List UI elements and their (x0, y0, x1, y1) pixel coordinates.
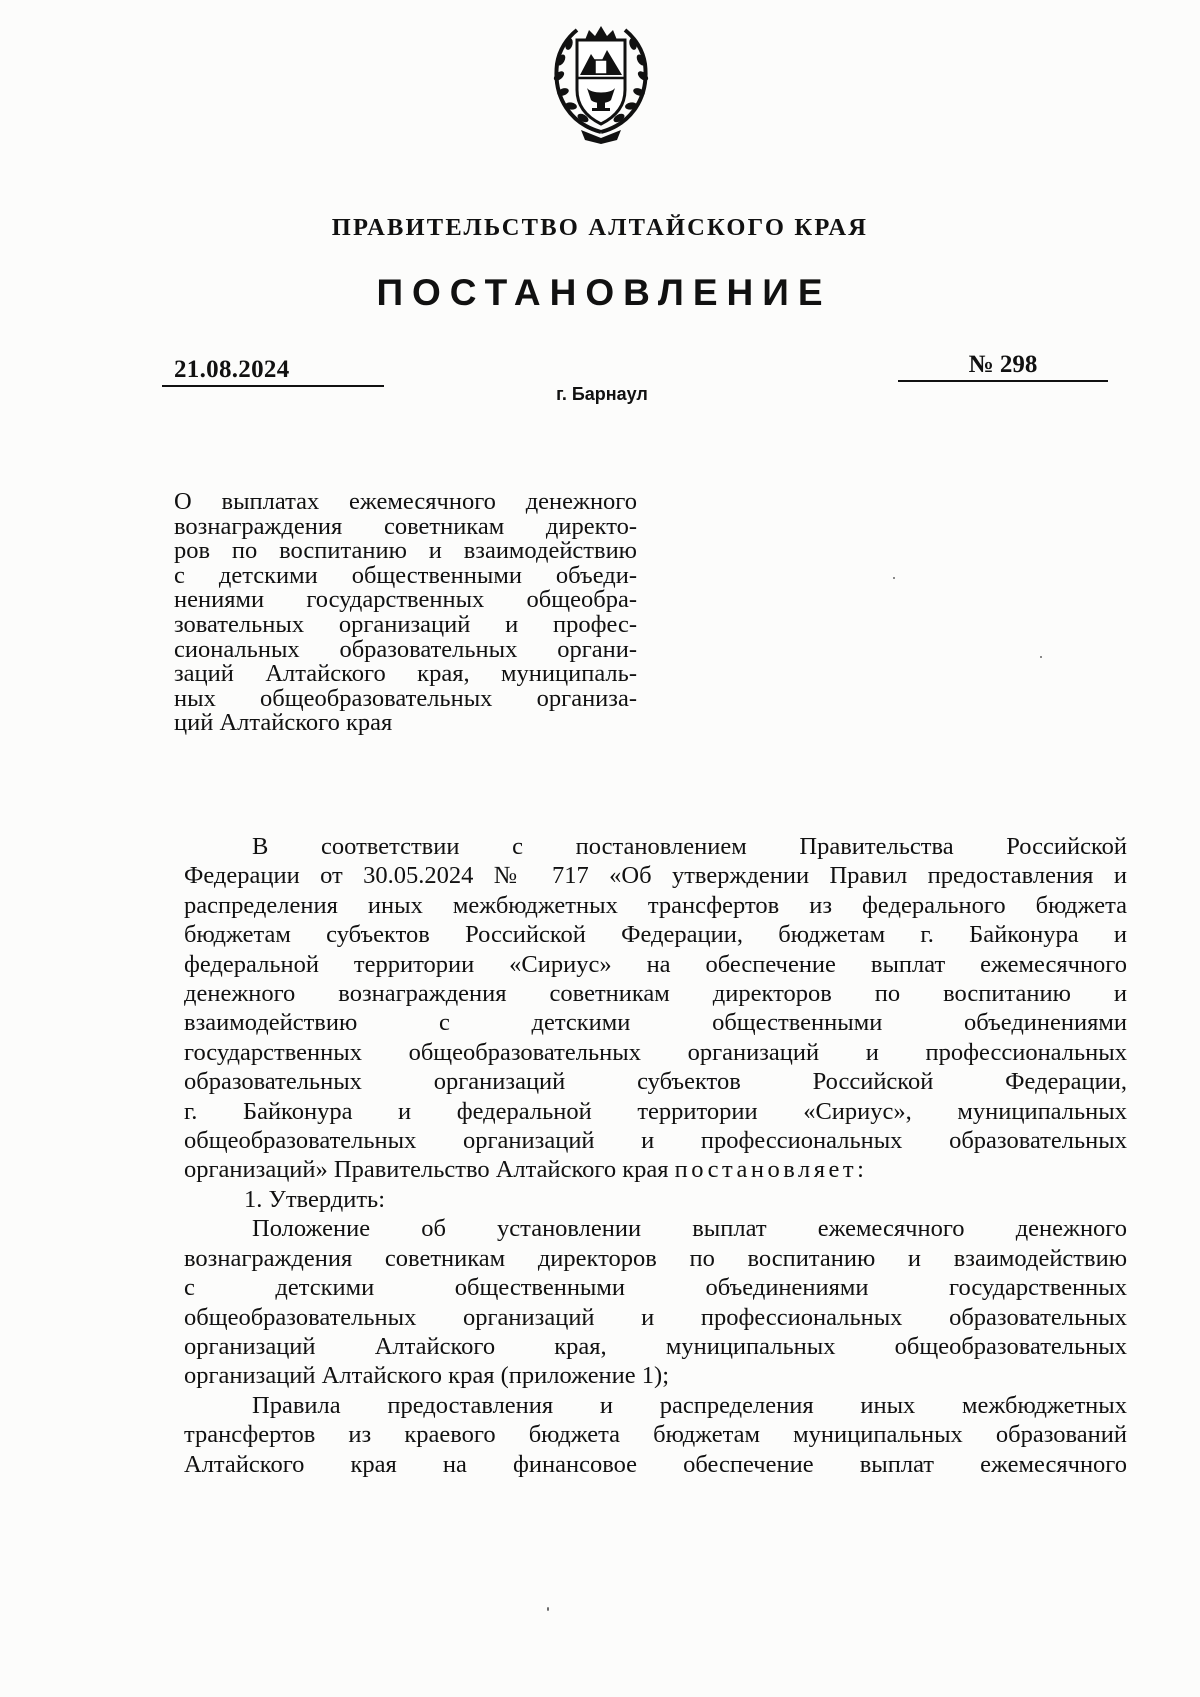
body-line: В соответствии с постановлением Правительства Российской (252, 833, 1127, 860)
scan-speck (1040, 656, 1042, 658)
body-line: государственных общеобразовательных организаций и профессиональных (184, 1038, 1127, 1066)
resolution-keyword: постановляет: (674, 1156, 868, 1184)
document-city: г. Барнаул (556, 384, 648, 404)
body-line: Правила предоставления и распределения иных межбюджетных (252, 1391, 1127, 1419)
body-line: Алтайского края на финансовое обеспечение выплат ежемесячного (184, 1450, 1127, 1478)
subject-line: ров по воспитанию и взаимодействию (174, 537, 637, 565)
body-line: г. Байконура и федеральной территории «Сириус», муниципальных (184, 1097, 1127, 1125)
body-line: общеобразовательных организаций и профессиональных образовательных (184, 1303, 1127, 1331)
subject-line: О выплатах ежемесячного денежного (174, 488, 637, 515)
body-line-resolution (184, 1155, 1127, 1184)
body-line: организаций Алтайского края (приложение 1); (184, 1362, 669, 1390)
document-body (184, 832, 1127, 1479)
subject-line: заций Алтайского края, муниципаль- (174, 660, 637, 688)
scan-speck (547, 1607, 549, 1611)
subject-line: с детскими общественными объеди- (174, 561, 637, 589)
body-line: Федерации от 30.05.2024 № 717 «Об утверждении Правил предоставления и (184, 862, 1127, 890)
coat-of-arms-emblem (547, 20, 655, 144)
body-line: образовательных организаций субъектов Российской Федерации, (184, 1068, 1127, 1096)
body-line: денежного вознаграждения советникам директоров по воспитанию и (184, 980, 1127, 1008)
subject-line: вознаграждения советникам директо- (174, 512, 637, 540)
scan-speck (893, 577, 895, 579)
body-line: организаций Алтайского края, муниципальных общеобразовательных (184, 1332, 1127, 1360)
item-1-heading: 1. Утвердить: (244, 1185, 386, 1213)
government-title: ПРАВИТЕЛЬСТВО АЛТАЙСКОГО КРАЯ (331, 214, 869, 241)
body-line: трансфертов из краевого бюджета бюджетам муниципальных образований (184, 1421, 1127, 1449)
body-line: бюджетам субъектов Российской Федерации, бюджетам г. Байконура и (184, 921, 1127, 949)
body-line: распределения иных межбюджетных трансфертов из федерального бюджета (184, 891, 1127, 919)
subject-line: зовательных организаций и профес- (174, 610, 637, 638)
body-line: с детскими общественными объединениями государственных (184, 1274, 1127, 1302)
subject-line: сиональных образовательных органи- (174, 635, 637, 663)
document-type: ПОСТАНОВЛЕНИЕ (376, 272, 832, 313)
resolution-text: организаций» Правительство Алтайского края (184, 1156, 669, 1184)
body-line: вознаграждения советникам директоров по воспитанию и взаимодействию (184, 1244, 1127, 1272)
document-number: № 298 (898, 350, 1108, 382)
subject-line: нениями государственных общеобра- (174, 586, 637, 614)
body-line: общеобразовательных организаций и профессиональных образовательных (184, 1127, 1127, 1155)
body-line: взаимодействию с детскими общественными объединениями (184, 1009, 1127, 1037)
document-date: 21.08.2024 (162, 355, 384, 387)
body-line: федеральной территории «Сириус» на обеспечение выплат ежемесячного (184, 950, 1127, 978)
subject-line: ций Алтайского края (174, 709, 393, 737)
document-subject (174, 490, 637, 736)
subject-line: ных общеобразовательных организа- (174, 684, 637, 712)
body-line: Положение об установлении выплат ежемесячного денежного (252, 1215, 1127, 1243)
